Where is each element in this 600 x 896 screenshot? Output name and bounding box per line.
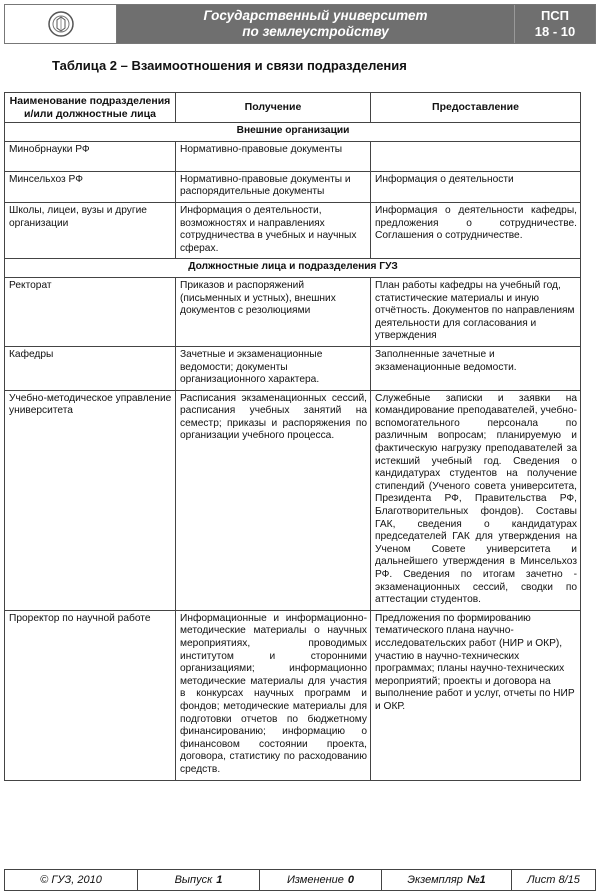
sheet-text: Лист 8/15 [527,874,580,886]
table-row [5,346,581,390]
document-code [515,5,595,43]
row-give [371,141,581,171]
table-row [5,390,581,610]
row-give: Служебные записки и заявки на командирование преподавателей, учебно-вспомогательного персонала по различным вопросам; планируемую и фактическую нагрузку преподавателей за истекший учебный год. Сведения о кандидатурах студентов на получение стипендий (Ученого совета университета, Президента РФ, Правительства РФ, Благотворительных фондов). Составы ГАК, сведения о кандидатурах председателей ГАК для утверждения на Ученом Совете университета и дальнейшего утверждения в Минсельхоз РФ. Сведения по итогам зачетно - экзаменационных сессий, сводки по аттестации студентов. [371,390,581,610]
university-title [117,5,515,43]
row-give: Информация о деятельности кафедры, предложения о сотрудничестве. Соглашения о сотрудничестве. [371,202,581,258]
table-row [5,141,581,171]
change-value: 0 [347,874,355,886]
title-line-1: Государственный университет [203,8,428,23]
header-get: Получение [176,93,371,123]
header-name: Наименование подразделения и/или должностные лица [5,93,176,123]
footer-sheet [512,870,595,890]
copy-value: №1 [466,874,486,886]
logo-cell [5,5,117,43]
row-give: Информация о деятельности [371,171,581,202]
footer-change [260,870,382,890]
row-get: Нормативно-правовые документы и распорядительные документы [176,171,371,202]
row-name: Учебно-методическое управление университета [5,390,176,610]
row-get: Информационные и информационно-методические материалы о научных мероприятиях, проводимых институтом и сторонними организациями; информационно методические материалы для участия в конкурсах научных программ и фондов; методические материалы для подготовки отчетов по бюджетному финансированию; информацию о финансовом состоянии проекта, договора, статистику по расходованию средств. [176,610,371,780]
footer-issue [138,870,260,890]
code-line-1: ПСП [540,8,570,23]
university-emblem-icon [47,9,75,39]
footer-copy [382,870,512,890]
code-line-2: 18 - 10 [534,24,576,39]
footer-copyright [5,870,138,890]
row-get: Информация о деятельности, возможностях и направлениях сотрудничества в учебных и научных сферах. [176,202,371,258]
section-external: Внешние организации [5,123,581,142]
section-row-external [5,123,581,142]
header-give: Предоставление [371,93,581,123]
row-name: Минсельхоз РФ [5,171,176,202]
title-line-2: по землеустройству [242,24,389,39]
document-header [4,4,596,44]
row-name: Кафедры [5,346,176,390]
row-get: Приказов и распоряжений (письменных и устных), внешних документов с резолюциями [176,277,371,346]
copyright-text: © ГУЗ, 2010 [40,874,102,886]
change-label: Изменение [286,874,344,886]
table-row [5,171,581,202]
row-get: Расписания экзаменационных сессий, расписания учебных занятий на семестр; приказы и распоряжения по организации учебного процесса. [176,390,371,610]
row-name: Проректор по научной работе [5,610,176,780]
section-row-internal [5,259,581,278]
issue-value: 1 [216,874,223,886]
table-row [5,610,581,780]
row-name: Ректорат [5,277,176,346]
row-name: Школы, лицеи, вузы и другие организации [5,202,176,258]
row-get: Зачетные и экзаменационные ведомости; документы организационного характера. [176,346,371,390]
section-internal: Должностные лица и подразделения ГУЗ [5,259,581,278]
row-give: Заполненные зачетные и экзаменационные ведомости. [371,346,581,390]
row-get: Нормативно-правовые документы [176,141,371,171]
document-footer [4,869,596,891]
row-name: Минобрнауки РФ [5,141,176,171]
row-give: Предложения по формированию тематического плана научно-исследовательских работ (НИР и ОКР), участию в научно-технических программах; планы научно-технических мероприятий; проекты и договора на выполнение работ и услуг, отчеты по НИР и ОКР. [371,610,581,780]
relations-table [4,92,581,781]
table-caption: Таблица 2 – Взаимоотношения и связи подразделения [52,58,407,73]
row-give: План работы кафедры на учебный год, статистические материалы и иную отчётность. Документов по направлениям деятельности для согласования и утверждения [371,277,581,346]
copy-label: Экземпляр [407,874,463,886]
table-header-row [5,93,581,123]
issue-label: Выпуск [174,874,213,886]
table-row [5,202,581,258]
table-row [5,277,581,346]
